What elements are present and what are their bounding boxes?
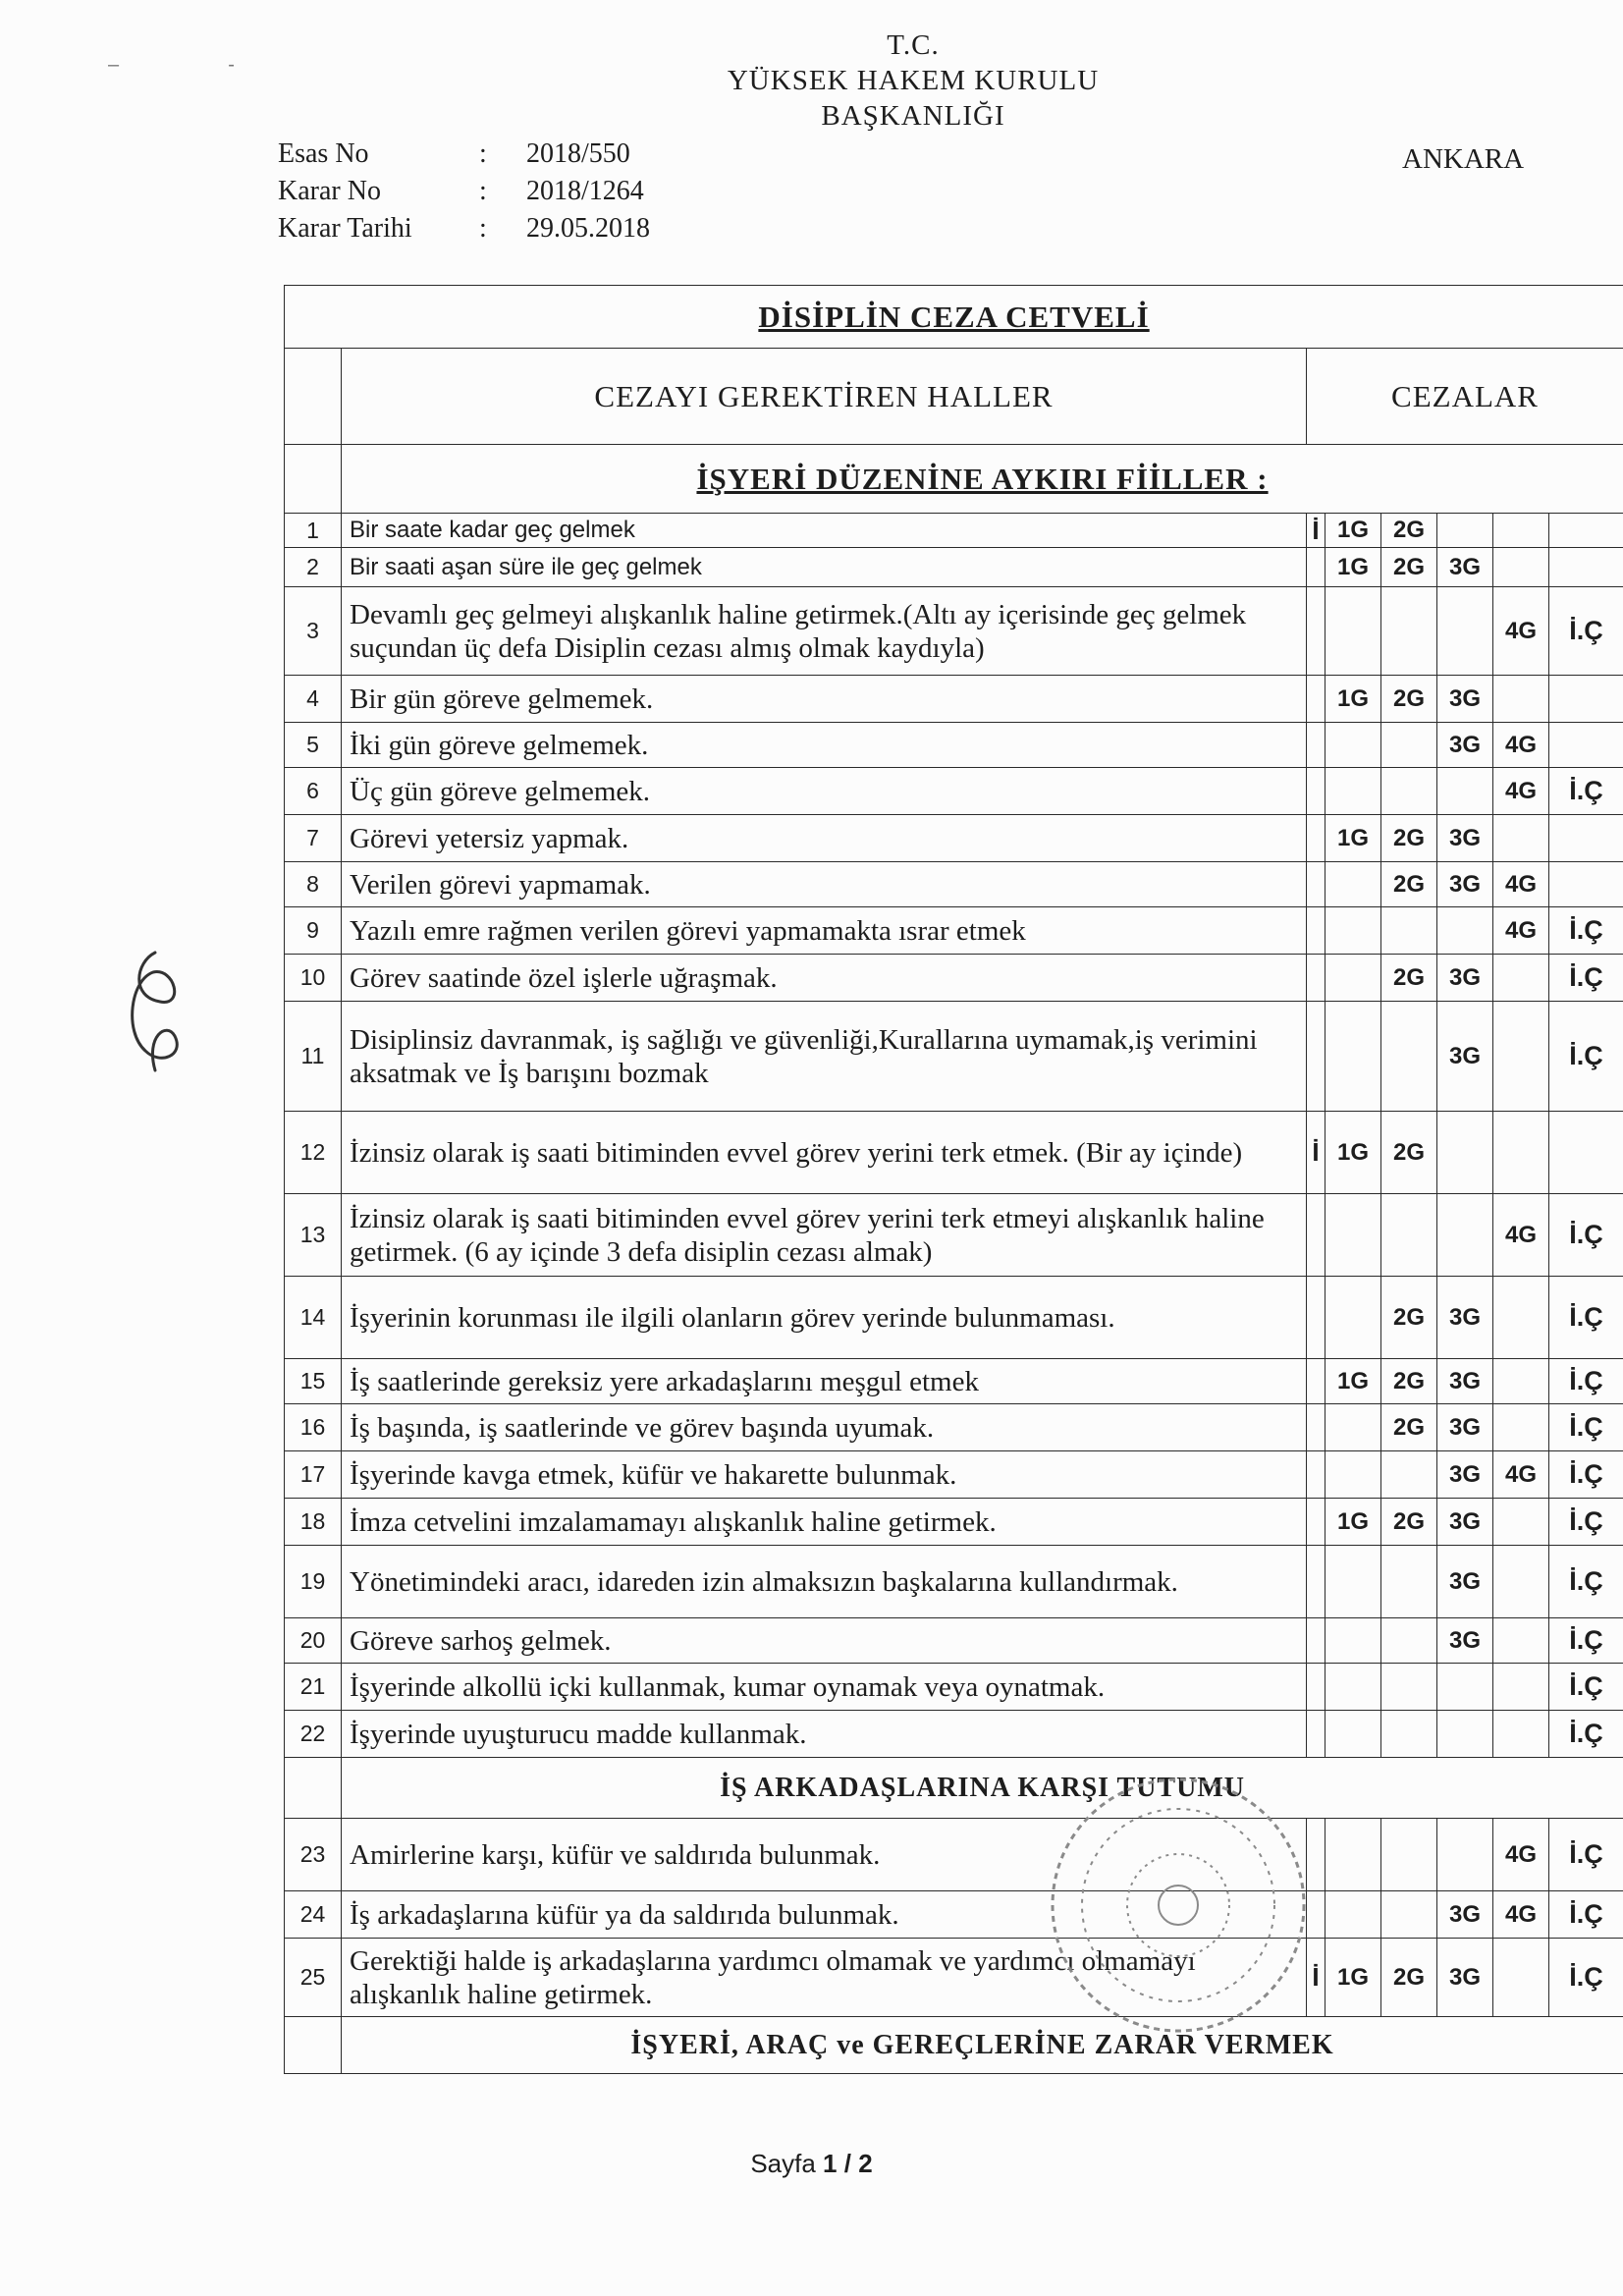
- table-row: [285, 1618, 1623, 1664]
- meta-karar: [278, 175, 644, 208]
- penalty-3g: [1437, 768, 1493, 815]
- penalty-dismissal: [1549, 548, 1623, 587]
- row-text: Görev saatinde özel işlerle uğraşmak.: [342, 955, 1307, 1002]
- warning-mark: [1307, 1819, 1325, 1891]
- warning-mark: [1307, 1194, 1325, 1277]
- penalty-1g: [1325, 723, 1381, 768]
- penalty-3g: 3G: [1437, 1618, 1493, 1664]
- penalty-3g: 3G: [1437, 548, 1493, 587]
- penalty-2g: [1381, 1002, 1437, 1112]
- penalty-2g: 2G: [1381, 815, 1437, 862]
- section-blank-cell: [285, 2017, 342, 2074]
- penalty-4g: [1493, 1404, 1549, 1451]
- row-number: 17: [285, 1451, 342, 1499]
- penalty-1g: [1325, 1664, 1381, 1711]
- penalty-dismissal: [1549, 815, 1623, 862]
- warning-mark: [1307, 676, 1325, 723]
- penalty-3g: 3G: [1437, 676, 1493, 723]
- row-text: İş arkadaşlarına küfür ya da saldırıda bulunmak.: [342, 1891, 1307, 1939]
- page-total: 2: [858, 2149, 873, 2178]
- row-number: 14: [285, 1277, 342, 1359]
- penalty-dismissal: [1549, 676, 1623, 723]
- row-text: İki gün göreve gelmemek.: [342, 723, 1307, 768]
- row-text: İş başında, iş saatlerinde ve görev başında uyumak.: [342, 1404, 1307, 1451]
- row-text: Bir gün göreve gelmemek.: [342, 676, 1307, 723]
- penalty-3g: 3G: [1437, 1939, 1493, 2017]
- row-text: İşyerinin korunması ile ilgili olanların görev yerinde bulunmaması.: [342, 1277, 1307, 1359]
- penalty-4g: [1493, 815, 1549, 862]
- table-row: [285, 587, 1623, 676]
- table-row: [285, 907, 1623, 955]
- header-tc: T.C.: [887, 29, 940, 61]
- warning-mark: [1307, 587, 1325, 676]
- row-number: 13: [285, 1194, 342, 1277]
- warning-mark: İ: [1307, 1112, 1325, 1194]
- penalty-1g: 1G: [1325, 1112, 1381, 1194]
- row-text: İşyerinde alkollü içki kullanmak, kumar oynamak veya oynatmak.: [342, 1664, 1307, 1711]
- row-number: 8: [285, 862, 342, 907]
- row-text: İş saatlerinde gereksiz yere arkadaşlarını meşgul etmek: [342, 1359, 1307, 1404]
- penalty-3g: 3G: [1437, 1451, 1493, 1499]
- section-workplace-order: İŞYERİ DÜZENİNE AYKIRI FİİLLER :: [342, 445, 1623, 514]
- penalty-dismissal: İ.Ç: [1549, 1711, 1623, 1758]
- penalty-1g: [1325, 1451, 1381, 1499]
- penalty-2g: 2G: [1381, 862, 1437, 907]
- penalty-4g: 4G: [1493, 907, 1549, 955]
- penalty-dismissal: İ.Ç: [1549, 907, 1623, 955]
- penalty-1g: [1325, 1277, 1381, 1359]
- penalty-2g: 2G: [1381, 548, 1437, 587]
- penalty-4g: [1493, 1939, 1549, 2017]
- penalty-4g: [1493, 676, 1549, 723]
- table-row: [285, 548, 1623, 587]
- warning-mark: [1307, 1618, 1325, 1664]
- penalty-2g: [1381, 723, 1437, 768]
- meta-tarih: [278, 212, 650, 246]
- warning-mark: [1307, 815, 1325, 862]
- row-text: Gerektiği halde iş arkadaşlarına yardımcı olmamak ve yardımcı olmamayı alışkanlık haline getirmek.: [342, 1939, 1307, 2017]
- row-number: 5: [285, 723, 342, 768]
- row-number: 2: [285, 548, 342, 587]
- penalty-1g: [1325, 587, 1381, 676]
- scan-mark: ‒ -: [108, 54, 235, 76]
- penalty-1g: [1325, 955, 1381, 1002]
- penalty-1g: 1G: [1325, 548, 1381, 587]
- penalty-1g: [1325, 862, 1381, 907]
- meta-colon: :: [479, 213, 487, 244]
- table-row: [285, 955, 1623, 1002]
- penalty-2g: [1381, 1664, 1437, 1711]
- warning-mark: [1307, 1711, 1325, 1758]
- penalty-3g: 3G: [1437, 1277, 1493, 1359]
- penalty-dismissal: İ.Ç: [1549, 1194, 1623, 1277]
- row-number: 10: [285, 955, 342, 1002]
- table-row: [285, 1359, 1623, 1404]
- warning-mark: İ: [1307, 1939, 1325, 2017]
- warning-mark: [1307, 1359, 1325, 1404]
- penalty-2g: 2G: [1381, 676, 1437, 723]
- warning-mark: [1307, 907, 1325, 955]
- penalty-3g: 3G: [1437, 1891, 1493, 1939]
- table-row: [285, 862, 1623, 907]
- table-row: [285, 1194, 1623, 1277]
- meta-key: Karar Tarihi: [278, 213, 412, 244]
- penalty-1g: 1G: [1325, 815, 1381, 862]
- warning-mark: [1307, 768, 1325, 815]
- penalty-dismissal: İ.Ç: [1549, 768, 1623, 815]
- penalty-3g: 3G: [1437, 1499, 1493, 1546]
- row-number: 9: [285, 907, 342, 955]
- penalty-4g: [1493, 1112, 1549, 1194]
- table-row: [285, 1664, 1623, 1711]
- row-number: 11: [285, 1002, 342, 1112]
- penalty-1g: [1325, 1194, 1381, 1277]
- penalty-3g: [1437, 1664, 1493, 1711]
- penalty-1g: 1G: [1325, 1499, 1381, 1546]
- penalty-dismissal: İ.Ç: [1549, 955, 1623, 1002]
- warning-mark: [1307, 1404, 1325, 1451]
- warning-mark: [1307, 1891, 1325, 1939]
- meta-colon: :: [479, 176, 487, 206]
- penalty-1g: 1G: [1325, 1939, 1381, 2017]
- header-presidency: BAŞKANLIĞI: [821, 100, 1005, 132]
- penalty-2g: 2G: [1381, 1112, 1437, 1194]
- section-row: [285, 1758, 1623, 1819]
- table-row: [285, 1819, 1623, 1891]
- row-text: Yazılı emre rağmen verilen görevi yapmamakta ısrar etmek: [342, 907, 1307, 955]
- penalty-2g: 2G: [1381, 514, 1437, 548]
- penalty-2g: 2G: [1381, 1499, 1437, 1546]
- penalty-dismissal: İ.Ç: [1549, 1404, 1623, 1451]
- penalty-1g: [1325, 1002, 1381, 1112]
- meta-value: 29.05.2018: [526, 213, 650, 244]
- penalty-4g: [1493, 1277, 1549, 1359]
- penalty-dismissal: İ.Ç: [1549, 1939, 1623, 2017]
- penalty-3g: [1437, 907, 1493, 955]
- section-row: [285, 2017, 1623, 2074]
- penalty-4g: [1493, 1546, 1549, 1618]
- penalty-1g: 1G: [1325, 676, 1381, 723]
- section-blank-cell: [285, 1758, 342, 1819]
- row-text: İmza cetvelini imzalamamayı alışkanlık haline getirmek.: [342, 1499, 1307, 1546]
- penalty-2g: [1381, 1451, 1437, 1499]
- table-row: [285, 768, 1623, 815]
- col-header-penalties: CEZALAR: [1307, 349, 1623, 445]
- row-number: 7: [285, 815, 342, 862]
- row-number: 21: [285, 1664, 342, 1711]
- row-number: 18: [285, 1499, 342, 1546]
- warning-mark: [1307, 548, 1325, 587]
- penalty-2g: [1381, 1819, 1437, 1891]
- row-text: Devamlı geç gelmeyi alışkanlık haline getirmek.(Altı ay içerisinde geç gelmek suçundan üç defa Disiplin cezası almış olmak kaydıyla): [342, 587, 1307, 676]
- penalty-4g: 4G: [1493, 587, 1549, 676]
- table-row: [285, 1891, 1623, 1939]
- section-blank-cell: [285, 445, 342, 514]
- penalty-1g: 1G: [1325, 514, 1381, 548]
- penalty-1g: [1325, 1891, 1381, 1939]
- penalty-1g: 1G: [1325, 1359, 1381, 1404]
- penalty-dismissal: İ.Ç: [1549, 587, 1623, 676]
- row-text: Üç gün göreve gelmemek.: [342, 768, 1307, 815]
- penalty-dismissal: [1549, 1112, 1623, 1194]
- penalty-1g: [1325, 907, 1381, 955]
- penalty-3g: 3G: [1437, 815, 1493, 862]
- penalty-dismissal: İ.Ç: [1549, 1277, 1623, 1359]
- header-blank-cell: [285, 349, 342, 445]
- penalty-4g: [1493, 1499, 1549, 1546]
- row-number: 16: [285, 1404, 342, 1451]
- penalty-4g: [1493, 1002, 1549, 1112]
- row-number: 23: [285, 1819, 342, 1891]
- penalty-dismissal: İ.Ç: [1549, 1819, 1623, 1891]
- table-row: [285, 815, 1623, 862]
- table-row: [285, 676, 1623, 723]
- penalty-1g: [1325, 1618, 1381, 1664]
- table-row: [285, 1404, 1623, 1451]
- warning-mark: [1307, 862, 1325, 907]
- row-number: 15: [285, 1359, 342, 1404]
- col-header-cases: CEZAYI GEREKTİREN HALLER: [342, 349, 1307, 445]
- penalty-1g: [1325, 1819, 1381, 1891]
- penalty-dismissal: [1549, 723, 1623, 768]
- penalty-3g: [1437, 1711, 1493, 1758]
- meta-key: Esas No: [278, 138, 369, 169]
- header-institution: YÜKSEK HAKEM KURULU: [727, 65, 1100, 96]
- table-title-row: [285, 286, 1623, 349]
- table-row: [285, 1546, 1623, 1618]
- penalty-3g: 3G: [1437, 955, 1493, 1002]
- penalty-4g: [1493, 1359, 1549, 1404]
- table-title: DİSİPLİN CEZA CETVELİ: [285, 286, 1623, 349]
- row-text: Bir saati aşan süre ile geç gelmek: [342, 548, 1307, 587]
- warning-mark: İ: [1307, 514, 1325, 548]
- penalty-3g: [1437, 1819, 1493, 1891]
- row-number: 20: [285, 1618, 342, 1664]
- row-text: İşyerinde uyuşturucu madde kullanmak.: [342, 1711, 1307, 1758]
- row-text: Bir saate kadar geç gelmek: [342, 514, 1307, 548]
- row-text: Görevi yetersiz yapmak.: [342, 815, 1307, 862]
- table-row: [285, 1711, 1623, 1758]
- row-text: İzinsiz olarak iş saati bitiminden evvel görev yerini terk etmeyi alışkanlık haline getirmek. (6 ay içinde 3 defa disiplin cezası almak): [342, 1194, 1307, 1277]
- penalty-dismissal: İ.Ç: [1549, 1499, 1623, 1546]
- penalty-3g: 3G: [1437, 723, 1493, 768]
- penalty-3g: 3G: [1437, 1404, 1493, 1451]
- signature-icon: [116, 943, 194, 1080]
- penalty-table: [284, 285, 1623, 2074]
- penalty-3g: [1437, 587, 1493, 676]
- section-title: İŞYERİ, ARAÇ ve GEREÇLERİNE ZARAR VERMEK: [342, 2017, 1623, 2074]
- penalty-2g: [1381, 1618, 1437, 1664]
- meta-esas: [278, 137, 630, 171]
- row-number: 3: [285, 587, 342, 676]
- penalty-4g: 4G: [1493, 862, 1549, 907]
- warning-mark: [1307, 1546, 1325, 1618]
- penalty-4g: 4G: [1493, 1194, 1549, 1277]
- row-text: Göreve sarhoş gelmek.: [342, 1618, 1307, 1664]
- row-text: İşyerinde kavga etmek, küfür ve hakarette bulunmak.: [342, 1451, 1307, 1499]
- penalty-2g: 2G: [1381, 1359, 1437, 1404]
- penalty-1g: [1325, 1546, 1381, 1618]
- penalty-4g: 4G: [1493, 1891, 1549, 1939]
- penalty-2g: 2G: [1381, 1404, 1437, 1451]
- penalty-4g: 4G: [1493, 1451, 1549, 1499]
- page-separator: /: [843, 2149, 851, 2178]
- row-number: 6: [285, 768, 342, 815]
- page-label: Sayfa: [750, 2149, 816, 2178]
- warning-mark: [1307, 723, 1325, 768]
- penalty-2g: 2G: [1381, 1939, 1437, 2017]
- table-header-row: [285, 349, 1623, 445]
- page-number: [0, 2149, 1623, 2179]
- row-number: 4: [285, 676, 342, 723]
- penalty-3g: [1437, 514, 1493, 548]
- penalty-3g: 3G: [1437, 1359, 1493, 1404]
- penalty-4g: [1493, 955, 1549, 1002]
- table-row: [285, 1939, 1623, 2017]
- table-row: [285, 723, 1623, 768]
- table-row: [285, 1112, 1623, 1194]
- section-row: [285, 445, 1623, 514]
- warning-mark: [1307, 955, 1325, 1002]
- penalty-dismissal: İ.Ç: [1549, 1451, 1623, 1499]
- warning-mark: [1307, 1664, 1325, 1711]
- row-number: 12: [285, 1112, 342, 1194]
- penalty-4g: [1493, 1618, 1549, 1664]
- table-row: [285, 1499, 1623, 1546]
- penalty-4g: 4G: [1493, 723, 1549, 768]
- table-row: [285, 514, 1623, 548]
- penalty-2g: [1381, 768, 1437, 815]
- penalty-2g: 2G: [1381, 955, 1437, 1002]
- row-text: Amirlerine karşı, küfür ve saldırıda bulunmak.: [342, 1819, 1307, 1891]
- page-current: 1: [823, 2149, 838, 2178]
- penalty-3g: [1437, 1194, 1493, 1277]
- penalty-dismissal: İ.Ç: [1549, 1618, 1623, 1664]
- penalty-1g: [1325, 1711, 1381, 1758]
- penalty-2g: 2G: [1381, 1277, 1437, 1359]
- row-number: 25: [285, 1939, 342, 2017]
- meta-value: 2018/1264: [526, 176, 644, 206]
- penalty-dismissal: İ.Ç: [1549, 1002, 1623, 1112]
- penalty-4g: 4G: [1493, 1819, 1549, 1891]
- table-row: [285, 1277, 1623, 1359]
- warning-mark: [1307, 1277, 1325, 1359]
- row-number: 19: [285, 1546, 342, 1618]
- penalty-2g: [1381, 1546, 1437, 1618]
- row-text: Yönetimindeki aracı, idareden izin almaksızın başkalarına kullandırmak.: [342, 1546, 1307, 1618]
- penalty-dismissal: İ.Ç: [1549, 1359, 1623, 1404]
- penalty-3g: [1437, 1112, 1493, 1194]
- penalty-4g: [1493, 1711, 1549, 1758]
- penalty-dismissal: İ.Ç: [1549, 1546, 1623, 1618]
- penalty-4g: [1493, 1664, 1549, 1711]
- penalty-4g: [1493, 548, 1549, 587]
- penalty-2g: [1381, 1891, 1437, 1939]
- row-number: 22: [285, 1711, 342, 1758]
- penalty-1g: [1325, 1404, 1381, 1451]
- row-text: İzinsiz olarak iş saati bitiminden evvel görev yerini terk etmek. (Bir ay içinde): [342, 1112, 1307, 1194]
- penalty-dismissal: [1549, 862, 1623, 907]
- row-number: 24: [285, 1891, 342, 1939]
- table-row: [285, 1002, 1623, 1112]
- penalty-2g: [1381, 907, 1437, 955]
- penalty-dismissal: [1549, 514, 1623, 548]
- meta-key: Karar No: [278, 176, 381, 206]
- header-city: ANKARA: [1402, 143, 1525, 175]
- warning-mark: [1307, 1002, 1325, 1112]
- penalty-1g: [1325, 768, 1381, 815]
- section-title: İŞ ARKADAŞLARINA KARŞI TUTUMU: [342, 1758, 1623, 1819]
- penalty-2g: [1381, 1711, 1437, 1758]
- penalty-3g: 3G: [1437, 862, 1493, 907]
- penalty-4g: [1493, 514, 1549, 548]
- row-text: Verilen görevi yapmamak.: [342, 862, 1307, 907]
- row-text: Disiplinsiz davranmak, iş sağlığı ve güvenliği,Kurallarına uymamak,iş verimini aksatmak ve İş barışını bozmak: [342, 1002, 1307, 1112]
- warning-mark: [1307, 1499, 1325, 1546]
- penalty-dismissal: İ.Ç: [1549, 1891, 1623, 1939]
- table-row: [285, 1451, 1623, 1499]
- penalty-dismissal: İ.Ç: [1549, 1664, 1623, 1711]
- meta-colon: :: [479, 138, 487, 169]
- penalty-2g: [1381, 587, 1437, 676]
- penalty-4g: 4G: [1493, 768, 1549, 815]
- penalty-2g: [1381, 1194, 1437, 1277]
- penalty-3g: 3G: [1437, 1546, 1493, 1618]
- row-number: 1: [285, 514, 342, 548]
- warning-mark: [1307, 1451, 1325, 1499]
- meta-value: 2018/550: [526, 138, 630, 169]
- penalty-3g: 3G: [1437, 1002, 1493, 1112]
